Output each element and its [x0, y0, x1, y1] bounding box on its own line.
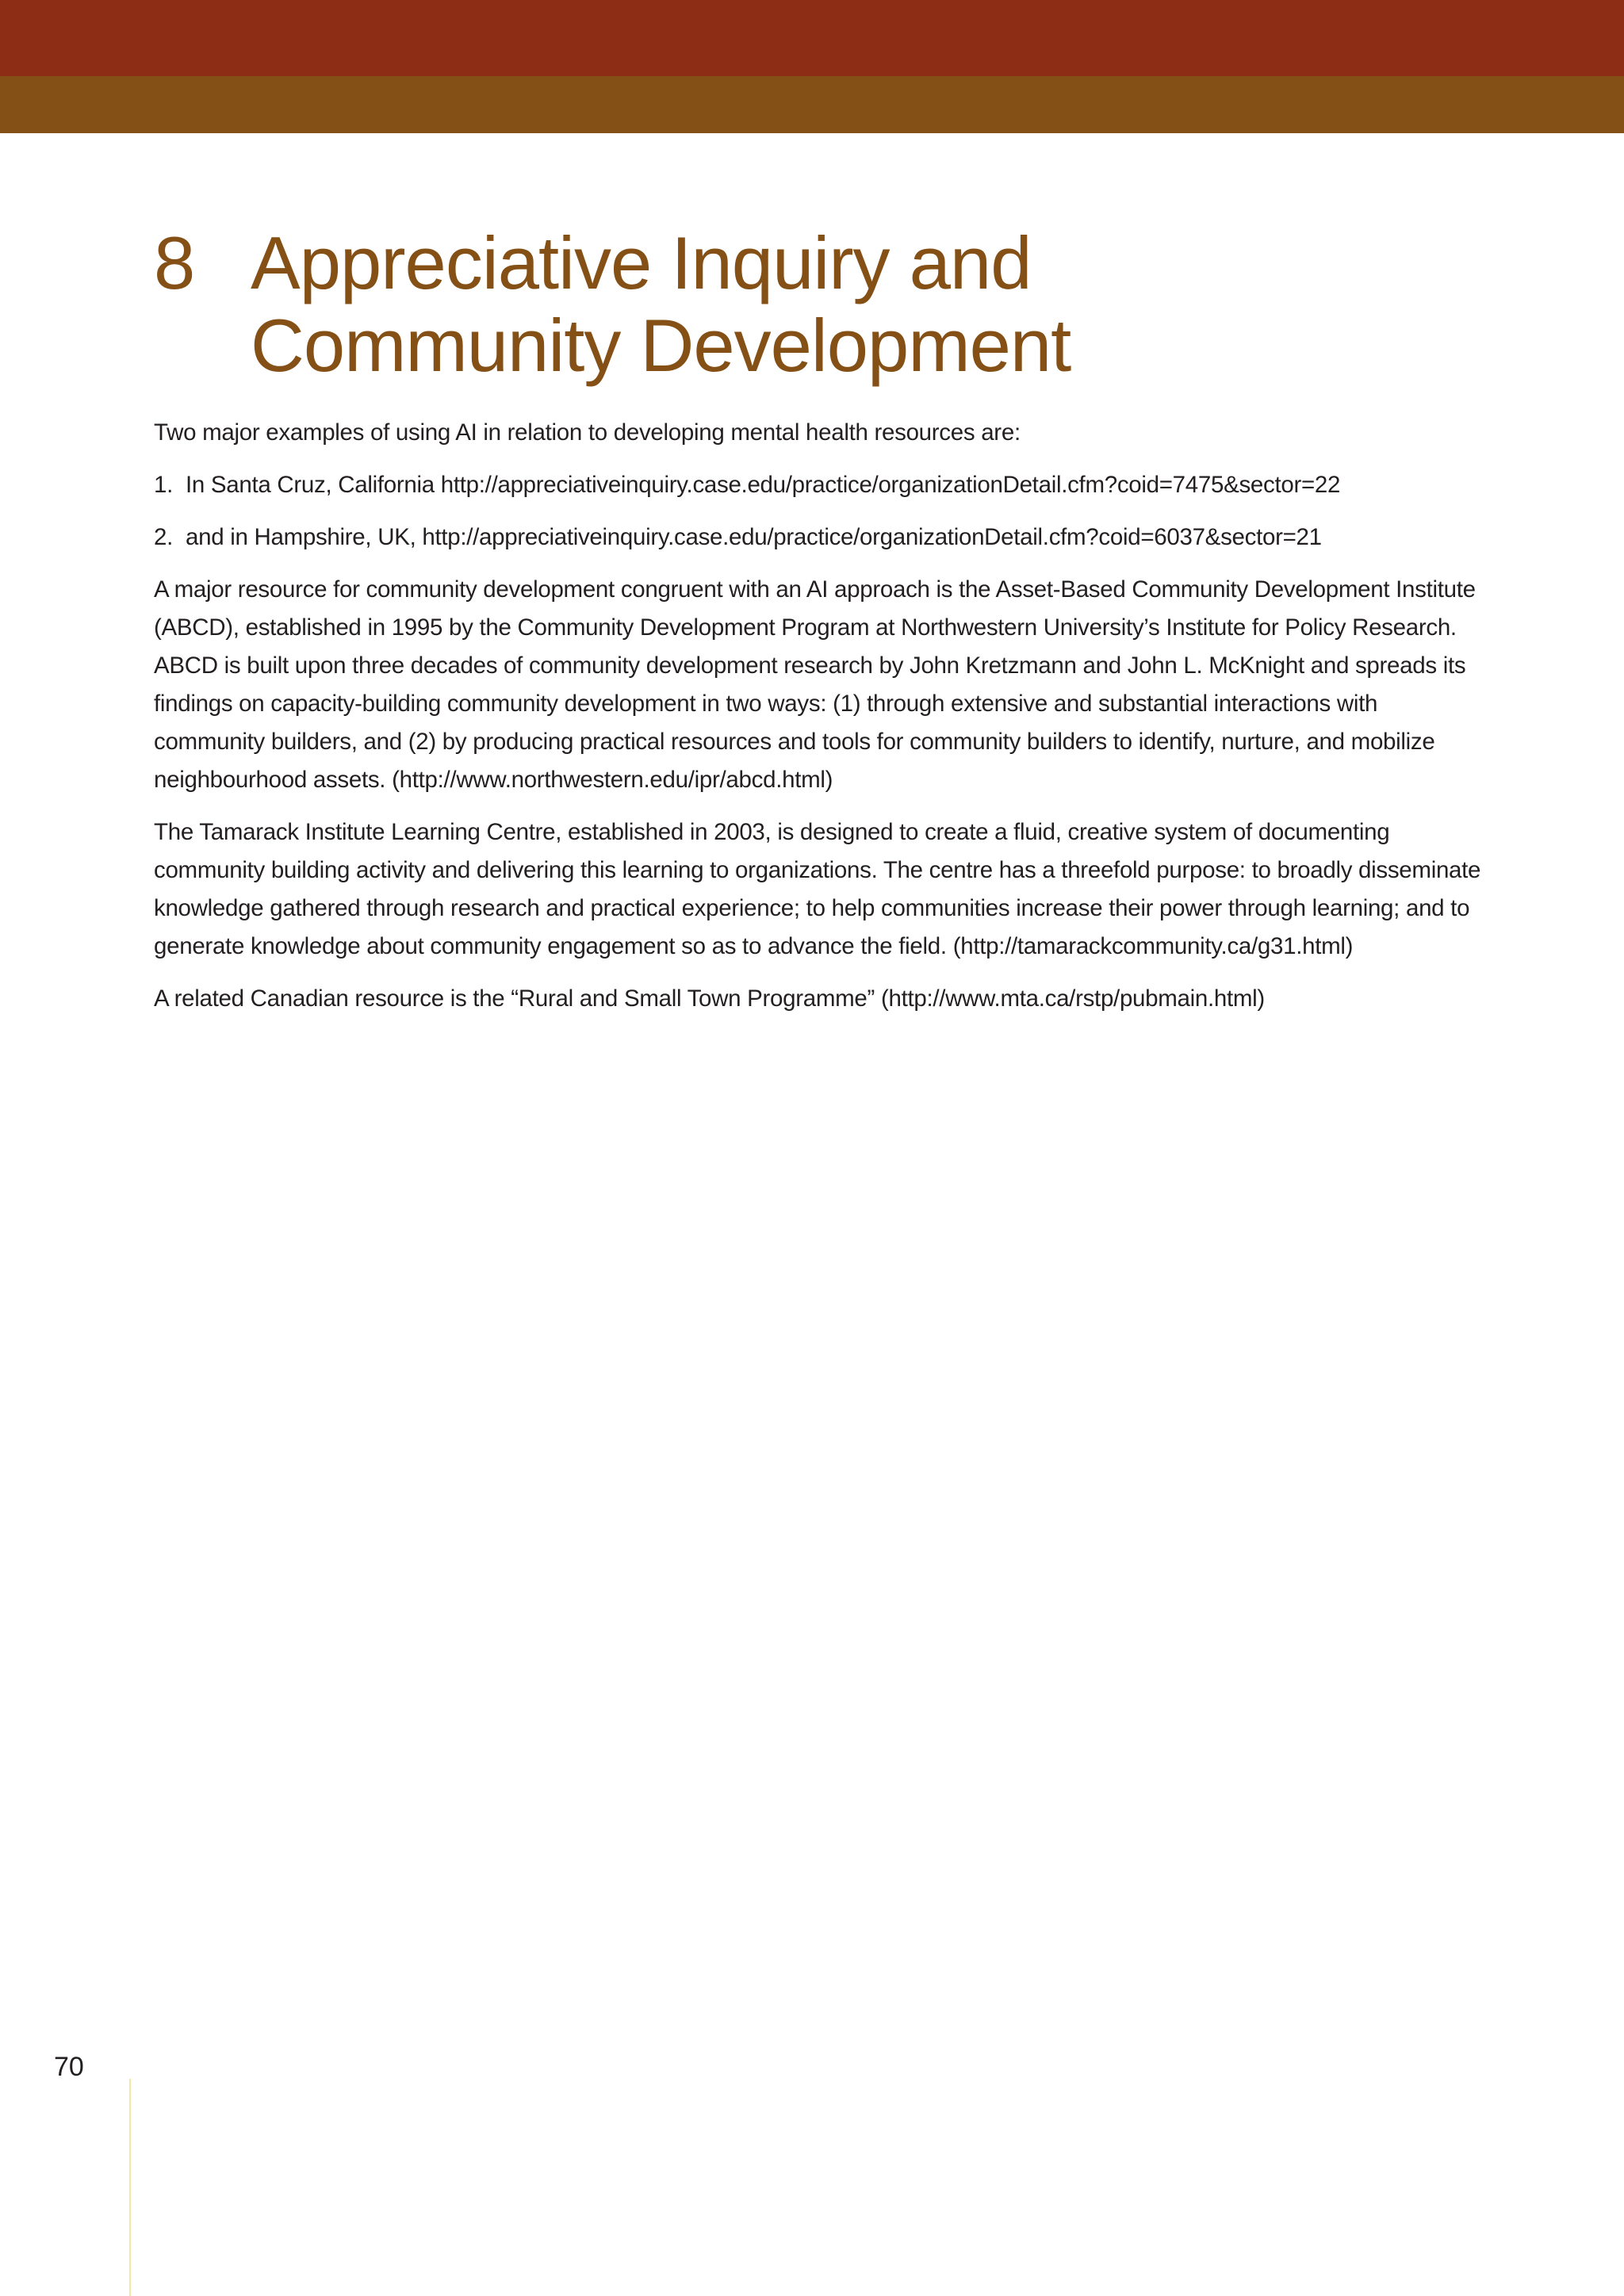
list-item-text: In Santa Cruz, California http://appreciativeinquiry.case.edu/practice/organizationDetail.cfm?coid=7475&sector=22 [186, 472, 1341, 498]
intro-paragraph: Two major examples of using AI in relation to developing mental health resources are: [154, 419, 1021, 446]
chapter-number: 8 [154, 221, 195, 304]
tamarack-paragraph: The Tamarack Institute Learning Centre, established in 2003, is designed to create a fluid, creative system of documenting community building activity and delivering this learning to organizations. The centre has a threefold purpose: to broadly disseminate knowledge gathered through research and practical experience; to help communities increase their power through learning; and to generate knowledge about community engagement so as to advance the field. (http://tamarackcommunity.ca/g31.html) [154, 819, 1481, 959]
rural-paragraph: A related Canadian resource is the “Rural and Small Town Programme” (http://www.mta.ca/rstp/pubmain.html) [154, 985, 1265, 1012]
chapter-title [251, 222, 1440, 387]
list-item-text: and in Hampshire, UK, http://appreciativeinquiry.case.edu/practice/organizationDetail.cfm?coid=6037&sector=21 [186, 524, 1322, 550]
list-item-number: 2. [154, 524, 174, 550]
list-item [154, 466, 1486, 504]
margin-rule [129, 2079, 131, 2296]
chapter-title-line-2: Community Development [251, 304, 1071, 387]
header-band-top [0, 0, 1624, 76]
list-item-number: 1. [154, 472, 174, 498]
chapter-title-line-1: Appreciative Inquiry and [251, 221, 1032, 304]
abcd-paragraph: A major resource for community development congruent with an AI approach is the Asset-Based Community Development Institute (ABCD), established in 1995 by the Community Development Program at Northwestern University’s Institute for Policy Research. ABCD is built upon three decades of community development research by John Kretzmann and John L. McKnight and spreads its findings on capacity-building community development in two ways: (1) through extensive and substantial interactions with community builders, and (2) by producing practical resources and tools for community builders to identify, nurture, and mobilize neighbourhood assets. (http://www.northwestern.edu/ipr/abcd.html) [154, 576, 1476, 793]
page-number: 70 [54, 2052, 84, 2082]
list-item [154, 519, 1486, 557]
body-text [154, 414, 1486, 1032]
header-band-bottom [0, 76, 1624, 133]
